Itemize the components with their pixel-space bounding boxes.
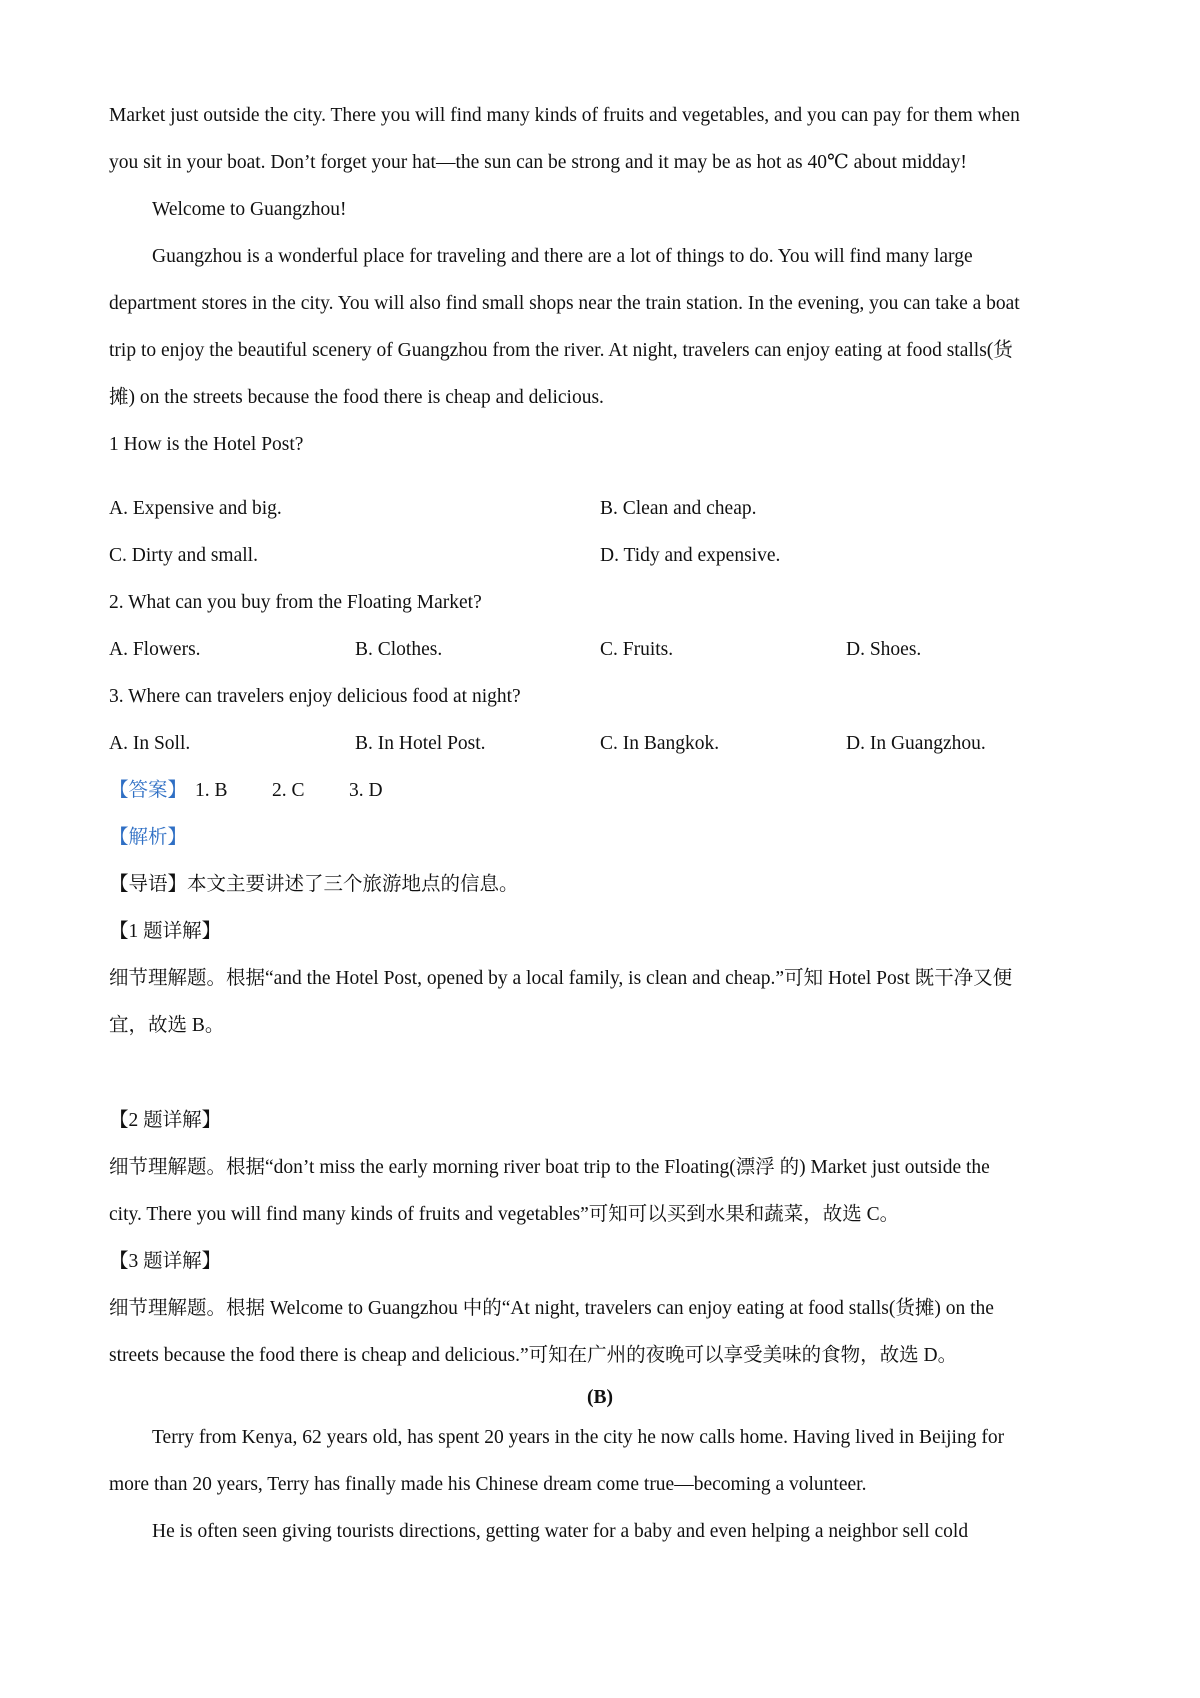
question-2-option-c: C. Fruits. (600, 639, 674, 660)
question-2-option-a: A. Flowers. (109, 639, 201, 660)
analysis-q1-text: 宜，故选 B。 (109, 1015, 225, 1036)
analysis-q2-text: city. There you will find many kinds of fruits and vegetables”可知可以买到水果和蔬菜，故选 C。 (109, 1204, 900, 1225)
question-3-stem: 3. Where can travelers enjoy delicious food at night? (109, 686, 521, 707)
question-3-option-d: D. In Guangzhou. (846, 733, 986, 754)
passage-a-line: Guangzhou is a wonderful place for traveling and there are a lot of things to do. You will find many large (152, 246, 973, 267)
passage-a-line: you sit in your boat. Don’t forget your hat—the sun can be strong and it may be as hot as 40℃ about midday! (109, 152, 967, 173)
passage-a-welcome: Welcome to Guangzhou! (152, 199, 347, 220)
analysis-q3-text: streets because the food there is cheap and delicious.”可知在广州的夜晚可以享受美味的食物，故选 D。 (109, 1345, 958, 1366)
question-2-option-d: D. Shoes. (846, 639, 922, 660)
answer-label: 【答案】 (109, 780, 188, 801)
question-1-option-b: B. Clean and cheap. (600, 498, 757, 519)
passage-a-line: Market just outside the city. There you will find many kinds of fruits and vegetables, and you can pay for them when (109, 105, 1020, 126)
answer-2: 2. C (272, 780, 305, 801)
analysis-q2-text: 细节理解题。根据“don’t miss the early morning river boat trip to the Floating(漂浮 的) Market just outside the (109, 1157, 990, 1178)
analysis-q1-title: 【1 题详解】 (109, 921, 222, 942)
question-3-option-a: A. In Soll. (109, 733, 191, 754)
question-2-option-b: B. Clothes. (355, 639, 443, 660)
question-3-option-b: B. In Hotel Post. (355, 733, 486, 754)
analysis-q2-title: 【2 题详解】 (109, 1110, 222, 1131)
answer-3: 3. D (349, 780, 383, 801)
passage-b-line: Terry from Kenya, 62 years old, has spent 20 years in the city he now calls home. Having lived in Beijing for (152, 1427, 1005, 1448)
passage-a-line: trip to enjoy the beautiful scenery of Guangzhou from the river. At night, travelers can enjoy eating at food stalls(货 (109, 340, 1013, 361)
analysis-q3-text: 细节理解题。根据 Welcome to Guangzhou 中的“At night, travelers can enjoy eating at food stalls(货摊) on the (109, 1298, 994, 1319)
passage-b-heading: (B) (587, 1387, 613, 1408)
analysis-q1-text: 细节理解题。根据“and the Hotel Post, opened by a local family, is clean and cheap.”可知 Hotel Post 既干净又便 (109, 968, 1013, 989)
passage-a-line: 摊) on the streets because the food there is cheap and delicious. (109, 387, 604, 408)
question-3-option-c: C. In Bangkok. (600, 733, 720, 754)
answer-1: 1. B (195, 780, 228, 801)
question-2-stem: 2. What can you buy from the Floating Market? (109, 592, 482, 613)
passage-b-line: He is often seen giving tourists directions, getting water for a baby and even helping a neighbor sell cold (152, 1521, 969, 1542)
analysis-intro: 【导语】本文主要讲述了三个旅游地点的信息。 (109, 874, 519, 895)
passage-b-line: more than 20 years, Terry has finally made his Chinese dream come true—becoming a volunteer. (109, 1474, 867, 1495)
analysis-q3-title: 【3 题详解】 (109, 1251, 222, 1272)
question-1-option-c: C. Dirty and small. (109, 545, 258, 566)
passage-a-line: department stores in the city. You will also find small shops near the train station. In the evening, you can take a boat (109, 293, 1020, 314)
analysis-label: 【解析】 (109, 827, 188, 848)
question-1-stem: 1 How is the Hotel Post? (109, 434, 304, 455)
question-1-option-a: A. Expensive and big. (109, 498, 282, 519)
question-1-option-d: D. Tidy and expensive. (600, 545, 781, 566)
